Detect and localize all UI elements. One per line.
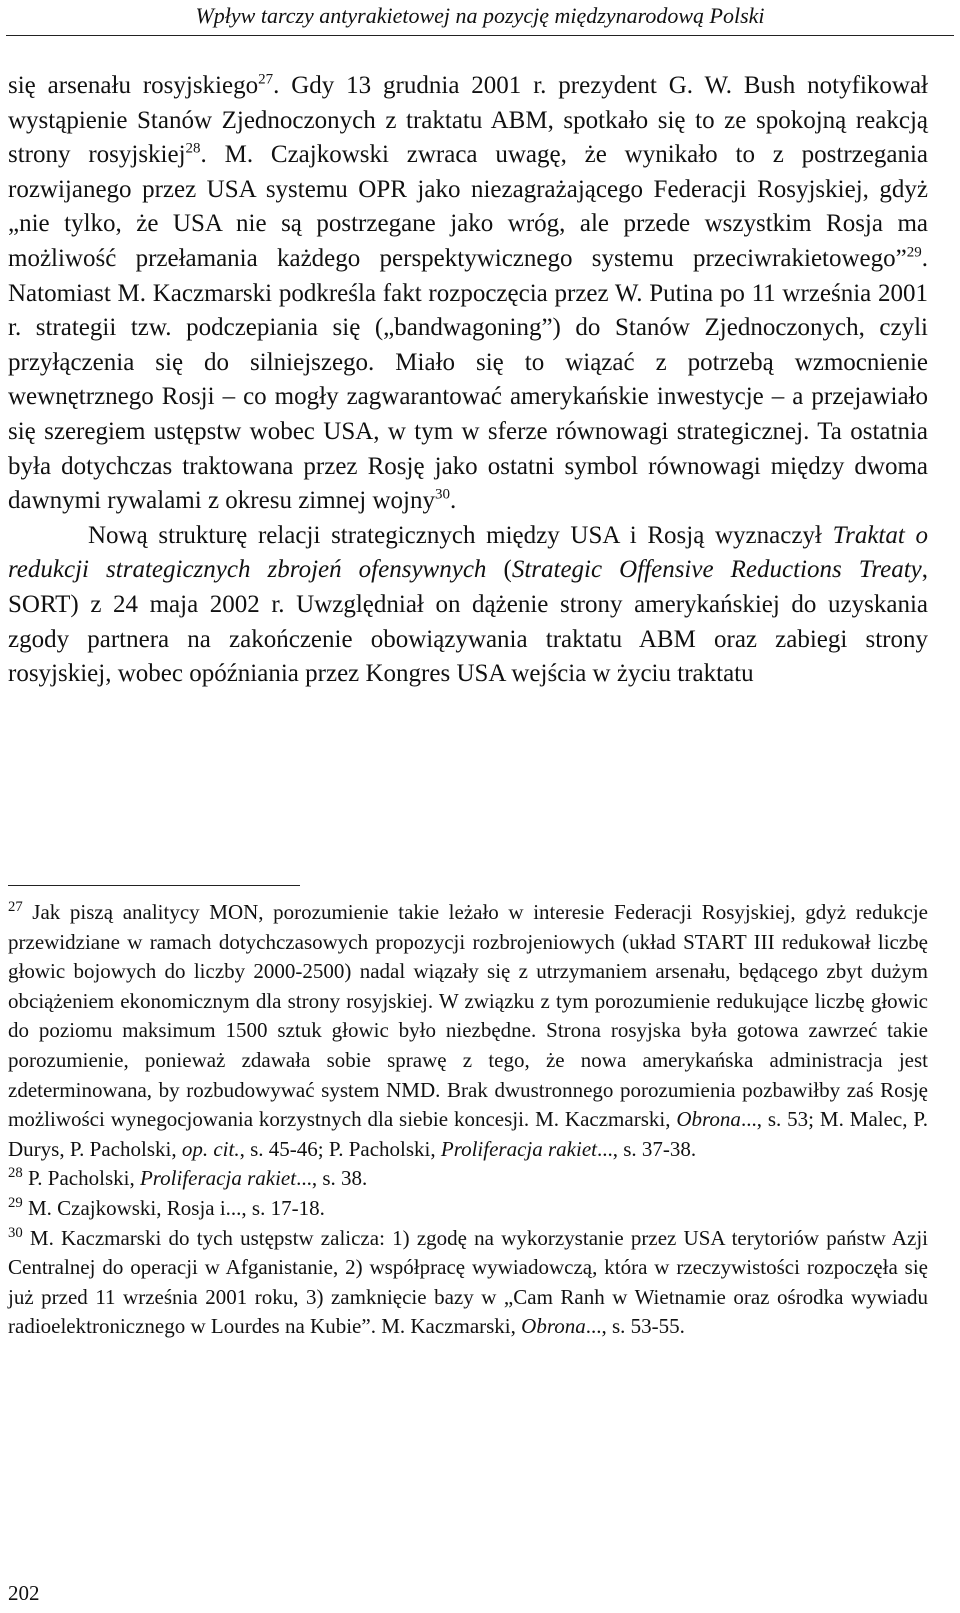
footnote-number: 29 [8, 1194, 23, 1211]
treaty-title-en: Strategic Offensive Reductions Treaty [511, 556, 922, 584]
treaty-title-pl: Traktat o redukcji strategicznych zbrojeń ofensywnych [8, 521, 928, 584]
paragraph-1: się arsenału rosyjskiego$^{27}$. Gdy 13 grudnia 2001 r. prezydent G. W. Bush notyfikował wystąpienie Stanów Zjednoczonych z traktatu ABM, spotkało się to ze spokojną reakcją strony rosyjskiej$^{28}$. M. Czajkowski zwraca uwagę, że wynikało to z postrzegania rozwijanego przez USA systemu OPR jako niezagrażającego Federacji Rosyjskiej, gdyż „nie tylko, że USA nie są postrzegane jako wróg, ale przede wszystkim Rosja ma możliwość przełamania każdego perspektywicznego systemu przeciwrakietowego”$^{29}$. Natomiast M. Kaczmarski podkreśla fakt rozpoczęcia przez W. Putina po 11 września 2001 r. strategii tzw. podczepiania się („bandwagoning”) do Stanów Zjednoczonych, czyli przyłączenia się do silniejszego. Miało się to wiązać z potrzebą wzmocnienie wewnętrznego Rosji – co mogły zagwarantować amerykańskie inwestycje – a przejawiało się szeregiem ustępstw wobec USA, w tym w sferze równowagi strategicznej. Ta ostatnia była dotychczas traktowana przez Rosję jako ostatni symbol równowagi między dwoma dawnymi rywalami z okresu zimnej wojny$^{30}$. [8, 71, 928, 515]
footnotes [8, 898, 928, 1342]
footnote-separator [8, 885, 300, 886]
paragraph-2: Nową strukturę relacji strategicznych między USA i Rosją wyznaczył Traktat o redukcji strategicznych zbrojeń ofensywnych (Strategic Offensive Reductions Treaty, SORT) z 24 maja 2002 r. Uwzględniał on dążenie strony amerykańskiej do uzyskania zgody partnera na zakończenie obowiązywania traktatu ABM oraz zabiegi strony rosyjskiej, wobec opóźniania przez Kongres USA wejścia w życiu traktatu [8, 521, 929, 688]
footnote-30: $^{30}$ M. Kaczmarski do tych ustępstw zalicza: 1) zgodę na wykorzystanie przez USA terytoriów państw Azji Centralnej do operacji w Afganistanie, 2) współpracę wywiadowczą, która w rzeczywistości rozpoczęła się już przed 11 września 2001 roku, 3) zamknięcie bazy w „Cam Ranh w Wietnamie oraz ośrodka wywiadu radioelektronicznego w Lourdes na Kubie”. M. Kaczmarski, Obrona..., s. 53-55. [8, 1224, 928, 1339]
footnote-28: $^{28}$ P. Pacholski, Proliferacja rakiet..., s. 38. [8, 1165, 368, 1191]
running-header: Wpływ tarczy antyrakietowej na pozycję międzynarodową Polski [195, 3, 765, 28]
footnote-number: 27 [8, 899, 23, 915]
footnote-ref-27[interactable]: 27 [258, 71, 274, 88]
page-number: 202 [8, 1581, 40, 1605]
footnote-number: 30 [8, 1224, 23, 1241]
footnote-29: $^{29}$ M. Czajkowski, Rosja i..., s. 17-18. [8, 1194, 325, 1220]
footnote-number: 28 [8, 1165, 23, 1182]
footnote-ref-28[interactable]: 28 [185, 140, 201, 157]
footnote-27: $^{27}$ Jak piszą analitycy MON, porozumienie takie leżało w interesie Federacji Rosyjskiej, gdyż redukcje przewidziane w ramach dotychczasowych propozycji rozbrojeniowych (układ START III redukował liczbę głowic bojowych do liczby 2000-2500) nadal wiązały się z utrzymaniem arsenału, będącego zbyt dużym obciążeniem ekonomicznym dla strony rosyjskiej. W związku z tym porozumienie redukujące liczbę głowic do poziomu maksimum 1500 sztuk głowic było niezbędne. Strona rosyjska była gotowa zawrzeć takie porozumienie, ponieważ zdawała sobie sprawę z tego, że nowa amerykańska administracja jest zdeterminowana, by rozbudowywać system NMD. Brak dwustronnego porozumienia pozbawiłby zaś Rosję możliwości wynegocjowania korzystnych dla siebie koncesji. M. Kaczmarski, Obrona..., s. 53; M. Malec, P. Durys, P. Pacholski, op. cit., s. 45-46; P. Pacholski, Proliferacja rakiet..., s. 37-38. [8, 899, 928, 1161]
footnote-ref-30[interactable]: 30 [434, 486, 450, 503]
header-rule [6, 35, 954, 36]
main-text [8, 69, 928, 692]
footnote-ref-29[interactable]: 29 [906, 244, 922, 261]
